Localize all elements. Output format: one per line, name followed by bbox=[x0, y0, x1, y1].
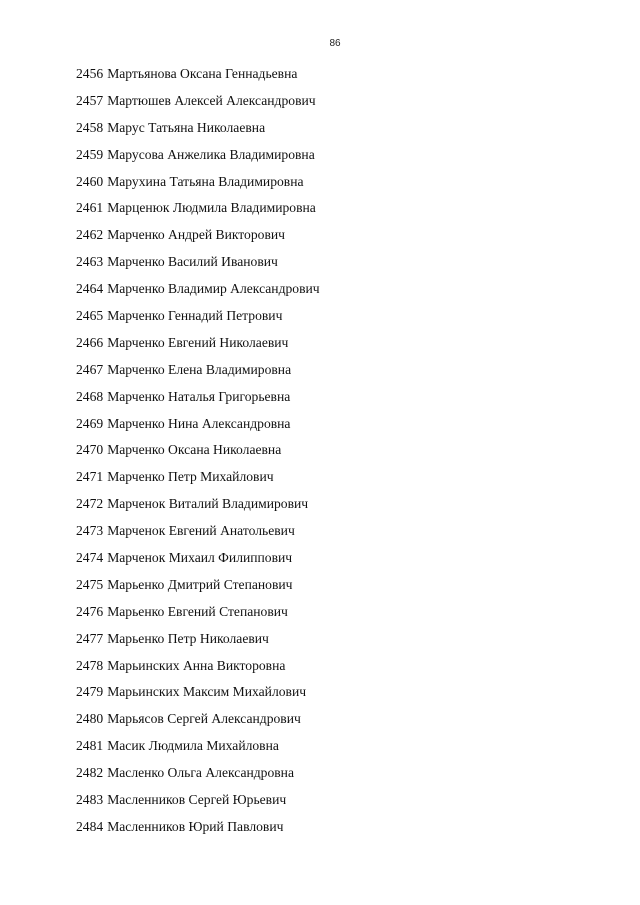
list-item bbox=[76, 91, 320, 118]
list-item bbox=[76, 548, 320, 575]
page-number: 86 bbox=[329, 38, 341, 49]
entry-number: 2461 bbox=[76, 200, 104, 216]
list-item bbox=[76, 521, 320, 548]
entry-number: 2467 bbox=[76, 361, 104, 377]
entry-number: 2481 bbox=[76, 738, 104, 754]
entry-name: Марухина Татьяна Владимировна bbox=[107, 173, 304, 189]
entry-name: Масленко Ольга Александровна bbox=[107, 765, 294, 781]
list-item bbox=[76, 494, 320, 521]
entry-number: 2475 bbox=[76, 576, 104, 592]
entry-name: Марусова Анжелика Владимировна bbox=[107, 146, 315, 162]
entry-number: 2458 bbox=[76, 119, 104, 135]
list-item bbox=[76, 709, 320, 736]
list-item bbox=[76, 306, 320, 333]
list-item bbox=[76, 763, 320, 790]
entry-number: 2462 bbox=[76, 227, 104, 243]
entry-number: 2464 bbox=[76, 281, 104, 297]
entry-name: Марченко Евгений Николаевич bbox=[107, 334, 289, 350]
list-item bbox=[76, 790, 320, 817]
entry-name: Марченок Михаил Филиппович bbox=[107, 550, 293, 566]
name-list bbox=[76, 64, 320, 844]
list-item bbox=[76, 440, 320, 467]
list-item bbox=[76, 198, 320, 225]
entry-number: 2482 bbox=[76, 765, 104, 781]
entry-name: Масик Людмила Михайловна bbox=[107, 738, 279, 754]
entry-name: Марченок Евгений Анатольевич bbox=[107, 523, 295, 539]
entry-name: Марценюк Людмила Владимировна bbox=[107, 200, 316, 216]
list-item bbox=[76, 682, 320, 709]
entry-number: 2463 bbox=[76, 254, 104, 270]
entry-number: 2480 bbox=[76, 711, 104, 727]
list-item bbox=[76, 360, 320, 387]
entry-name: Марьенко Петр Николаевич bbox=[107, 630, 269, 646]
entry-number: 2470 bbox=[76, 442, 104, 458]
list-item bbox=[76, 118, 320, 145]
entry-number: 2476 bbox=[76, 603, 104, 619]
list-item bbox=[76, 252, 320, 279]
entry-name: Марьинских Максим Михайлович bbox=[107, 684, 307, 700]
entry-name: Марченок Виталий Владимирович bbox=[107, 496, 309, 512]
entry-name: Марьясов Сергей Александрович bbox=[107, 711, 301, 727]
entry-number: 2472 bbox=[76, 496, 104, 512]
entry-number: 2484 bbox=[76, 818, 104, 834]
list-item bbox=[76, 145, 320, 172]
list-item bbox=[76, 575, 320, 602]
entry-number: 2460 bbox=[76, 173, 104, 189]
list-item bbox=[76, 736, 320, 763]
entry-number: 2469 bbox=[76, 415, 104, 431]
entry-name: Марченко Петр Михайлович bbox=[107, 469, 274, 485]
entry-name: Марченко Геннадий Петрович bbox=[107, 308, 283, 324]
list-item bbox=[76, 172, 320, 199]
entry-number: 2471 bbox=[76, 469, 104, 485]
list-item bbox=[76, 333, 320, 360]
entry-number: 2466 bbox=[76, 334, 104, 350]
entry-name: Марченко Нина Александровна bbox=[107, 415, 291, 431]
list-item bbox=[76, 817, 320, 844]
entry-number: 2477 bbox=[76, 630, 104, 646]
entry-number: 2468 bbox=[76, 388, 104, 404]
entry-number: 2473 bbox=[76, 523, 104, 539]
entry-number: 2478 bbox=[76, 657, 104, 673]
entry-name: Марьенко Дмитрий Степанович bbox=[107, 576, 293, 592]
entry-name: Масленников Сергей Юрьевич bbox=[107, 792, 287, 808]
entry-name: Марченко Владимир Александрович bbox=[107, 281, 320, 297]
entry-name: Масленников Юрий Павлович bbox=[107, 818, 284, 834]
list-item bbox=[76, 629, 320, 656]
list-item bbox=[76, 414, 320, 441]
entry-number: 2483 bbox=[76, 792, 104, 808]
entry-number: 2459 bbox=[76, 146, 104, 162]
entry-number: 2479 bbox=[76, 684, 104, 700]
list-item bbox=[76, 225, 320, 252]
list-item bbox=[76, 602, 320, 629]
entry-name: Марьенко Евгений Степанович bbox=[107, 603, 288, 619]
entry-name: Мартюшев Алексей Александрович bbox=[107, 92, 316, 108]
list-item bbox=[76, 387, 320, 414]
list-item bbox=[76, 467, 320, 494]
list-item bbox=[76, 64, 320, 91]
entry-number: 2456 bbox=[76, 66, 104, 81]
entry-name: Марус Татьяна Николаевна bbox=[107, 119, 266, 135]
entry-number: 2465 bbox=[76, 308, 104, 324]
entry-name: Марченко Оксана Николаевна bbox=[107, 442, 282, 458]
entry-name: Марьинских Анна Викторовна bbox=[107, 657, 286, 673]
entry-number: 2457 bbox=[76, 92, 104, 108]
list-item bbox=[76, 279, 320, 306]
list-item bbox=[76, 656, 320, 683]
entry-name: Мартьянова Оксана Геннадьевна bbox=[107, 66, 298, 81]
entry-name: Марченко Наталья Григорьевна bbox=[107, 388, 291, 404]
entry-number: 2474 bbox=[76, 550, 104, 566]
entry-name: Марченко Елена Владимировна bbox=[107, 361, 292, 377]
entry-name: Марченко Василий Иванович bbox=[107, 254, 278, 270]
entry-name: Марченко Андрей Викторович bbox=[107, 227, 285, 243]
